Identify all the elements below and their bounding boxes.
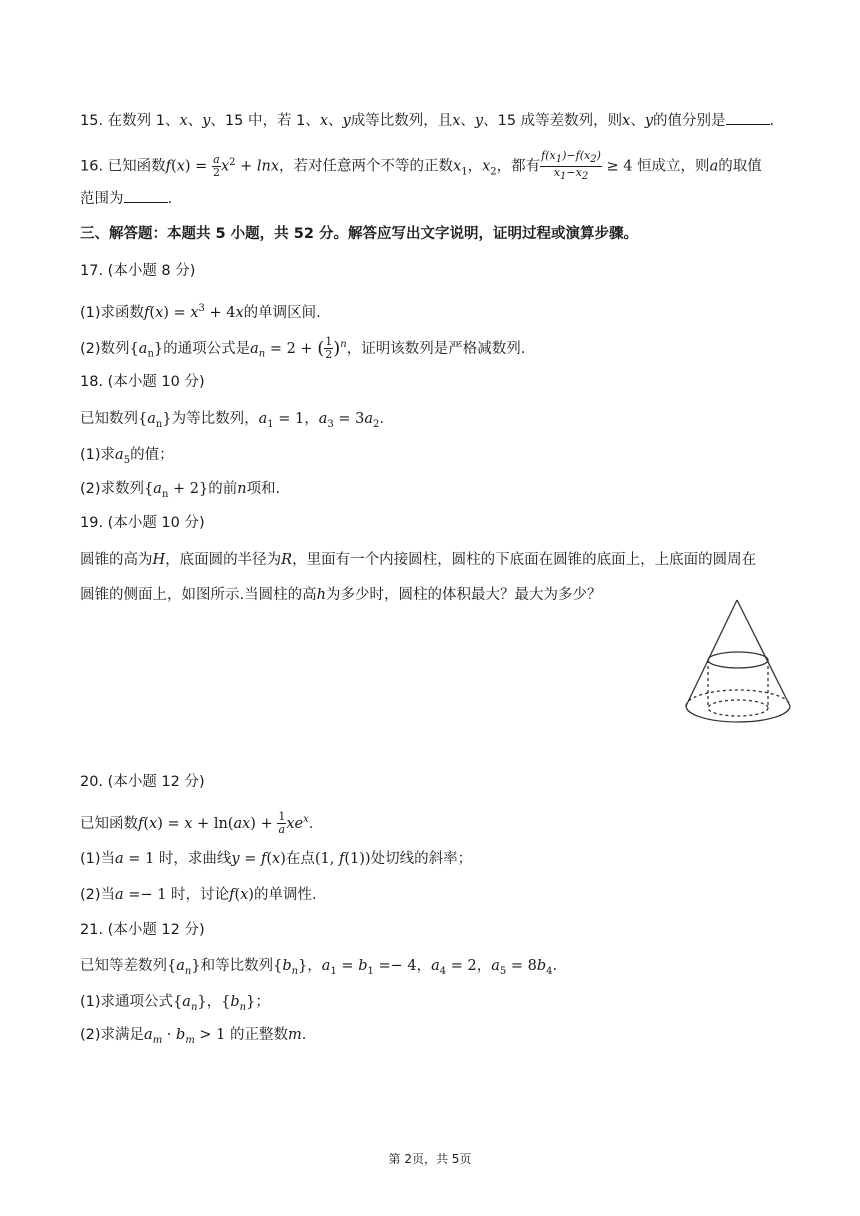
question-15: 15. 在数列 1、x、y、15 中，若 1、x、y成等比数列，且x、y、15 成等差数列，则x、y的值分别是 . <box>80 113 775 129</box>
question-18-part1: (1)求$a_5$的值； <box>80 447 174 466</box>
question-21-head: 21. (本小题 12 分) <box>80 922 205 938</box>
question-20-part1: (1)当a = 1 时，求曲线y = f(x)在点(1, f(1))处切线的斜率； <box>80 851 473 867</box>
question-20-intro: 已知函数f(x) = x + ln(ax) + $\frac{1}{a}$ $xe^x$. <box>80 810 314 837</box>
question-19-line1: 圆锥的高为H，底面圆的半径为R，里面有一个内接圆柱，圆柱的下底面在圆锥的底面上，上底面的圆周在 <box>80 552 757 568</box>
question-21-part2: (2)求满足$a_m \cdot b_m > 1$ 的正整数m. <box>80 1027 307 1046</box>
question-20-part2: (2)当a =− 1 时，讨论f(x)的单调性. <box>80 887 317 903</box>
cone-cylinder-figure <box>680 596 800 734</box>
question-19-head: 19. (本小题 10 分) <box>80 515 205 531</box>
question-18-head: 18. (本小题 10 分) <box>80 374 205 390</box>
question-18-part2: (2)求数列$\{a_n + 2\}$的前n项和. <box>80 481 281 500</box>
section-title: 三、解答题：本题共 5 小题，共 52 分。解答应写出文字说明，证明过程或演算步骤。 <box>80 226 638 242</box>
question-17-part2: (2)数列$\{a_n\}$的通项公式是$a_n = 2$ + ( $\frac{1}{2}$ )$^n$，证明该数列是严格减数列. <box>80 335 526 362</box>
question-20-head: 20. (本小题 12 分) <box>80 774 205 790</box>
question-21-intro: 已知等差数列$\{a_n\}$和等比数列$\{b_n\}$，$a_1 = b_1 =- 4$，$a_4 = 2$，$a_5 = 8b_4$. <box>80 958 558 977</box>
question-16: 16. 已知函数f(x) = $\frac{a}{2}$ $x^2 + \ln x$，若对任意两个不等的正数$x_1$，$x_2$，都有 $\frac{f(x_1)-f(x_2)}{x_1-x_2}$ ≥ 4 恒成立，则a的取值 <box>80 149 762 183</box>
answer-blank <box>726 111 770 125</box>
question-17-part1: (1)求函数$f(x) = x^3 + 4x$的单调区间. <box>80 303 321 321</box>
answer-blank <box>124 189 168 203</box>
question-18-intro: 已知数列$\{a_n\}$为等比数列，$a_1 = 1$，$a_3 = 3a_2$. <box>80 411 384 430</box>
question-16-line2: 范围为 . <box>80 191 173 207</box>
question-21-part1: (1)求通项公式$\{a_n\}$，$\{b_n\}$； <box>80 994 270 1013</box>
question-19-line2: 圆锥的侧面上，如图所示.当圆柱的高h为多少时，圆柱的体积最大？最大为多少？ <box>80 587 602 603</box>
page-footer: 第 2页，共 5页 <box>388 1152 472 1166</box>
question-17-head: 17. (本小题 8 分) <box>80 263 196 279</box>
